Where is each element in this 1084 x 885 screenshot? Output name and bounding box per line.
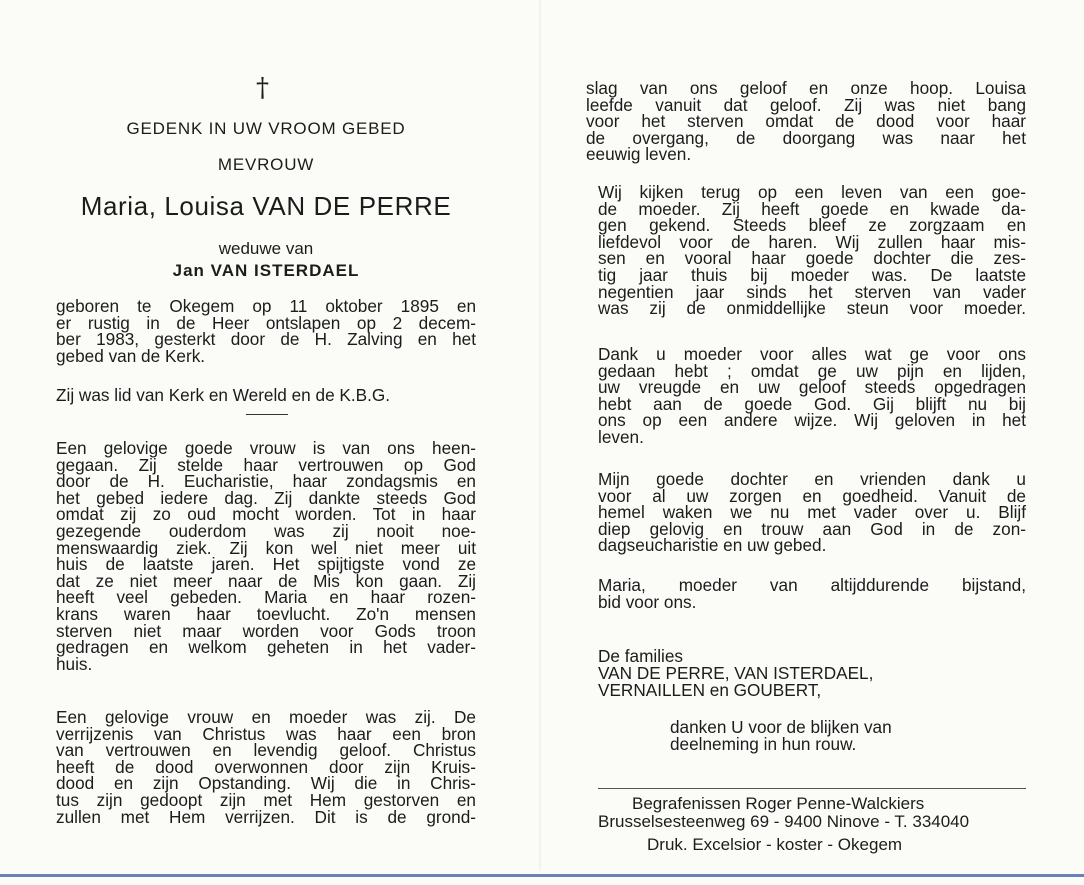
birth-death-paragraph xyxy=(56,298,476,364)
text-line: verrijzenis van Christus was haar een bron xyxy=(56,723,476,744)
left-paragraph-1 xyxy=(56,440,476,672)
thanks-line: deelneming in hun rouw. xyxy=(670,734,857,754)
cross-icon: † xyxy=(256,73,269,103)
text-line: ber 1983, gesterkt door de H. Zalving en het xyxy=(56,329,476,350)
text-line: voor al uw zorgen en goedheid. Vanuit de xyxy=(598,485,1026,506)
right-paragraph-4 xyxy=(598,471,1026,554)
text-line: zullen met Hem verrijzen. Dit is de grond- xyxy=(56,806,476,827)
prayer-paragraph xyxy=(598,577,1026,610)
text-line: hemel waken we nu met vader over u. Blijf xyxy=(598,502,1026,523)
text-line: gen gekend. Steeds bleef ze zorgzaam en xyxy=(598,215,1026,236)
text-line: sterven niet maar worden voor Gods troon xyxy=(56,620,476,641)
text-line: uw vreugde en uw geloof steeds opgedragen xyxy=(598,377,1026,398)
text-line: Dank u moeder voor alles wat ge voor ons xyxy=(598,344,1026,364)
text-line: Maria, moeder van altijddurende bijstand, xyxy=(598,575,1026,595)
text-line: huis. xyxy=(56,653,93,674)
text-line: gegaan. Zij stelde haar vertrouwen op God xyxy=(56,454,476,475)
text-line: huis de laatste jaren. Het spijtigste vond ze xyxy=(56,554,476,575)
text-line: menswaardig ziek. Zij kon wel niet meer uit xyxy=(56,537,476,558)
text-line: leefde vanuit dat geloof. Zij was niet bang xyxy=(586,94,1026,115)
text-line: was zij de onmiddellijke steun voor moeder. xyxy=(598,298,1026,319)
text-line: eeuwig leven. xyxy=(586,144,692,165)
text-line: er rustig in de Heer ontslapen op 2 decem- xyxy=(56,312,476,333)
text-line: dood en zijn Opstanding. Wij die in Chris- xyxy=(56,773,476,794)
bottom-edge-line xyxy=(0,874,1084,877)
printer-credit: Druk. Excelsior - koster - Okegem xyxy=(647,835,903,854)
text-line: gebed van de Kerk. xyxy=(56,345,206,366)
text-line: gedragen en welkom geheten in het vader- xyxy=(56,637,476,658)
fold-shadow xyxy=(539,0,542,871)
text-line: heeft de dood overwonnen door zijn Kruis- xyxy=(56,756,476,777)
text-line: dagseucharistie en uw gebed. xyxy=(598,535,827,556)
text-line: bid voor ons. xyxy=(598,591,697,612)
families-names: VERNAILLEN en GOUBERT, xyxy=(598,680,822,700)
text-line: hebt aan de goede God. Gij blijft nu bij xyxy=(598,393,1026,414)
text-line: Een gelovige vrouw en moeder was zij. De xyxy=(56,707,476,727)
text-line: geboren te Okegem op 11 oktober 1895 en xyxy=(56,296,476,316)
text-line: de moeder. Zij heeft goede en kwade da- xyxy=(598,198,1026,219)
text-line: krans waren haar toevlucht. Zo'n mensen xyxy=(56,603,476,624)
membership-line: Zij was lid van Kerk en Wereld en de K.B.G. xyxy=(56,385,391,405)
text-line: tig jaar thuis bij moeder was. De laatste xyxy=(598,264,1026,285)
text-line: sen en vooral haar goede dochter die zes- xyxy=(598,248,1026,269)
left-paragraph-2 xyxy=(56,709,476,825)
text-line: tus zijn gedoopt zijn met Hem gestorven en xyxy=(56,789,476,810)
right-paragraph-2 xyxy=(598,184,1026,317)
printer-divider xyxy=(598,788,1026,789)
text-line: diep gelovig en trouw aan God in de zon- xyxy=(598,518,1026,539)
text-line: door de H. Eucharistie, haar zondagsmis en xyxy=(56,471,476,492)
families-names: VAN DE PERRE, VAN ISTERDAEL, xyxy=(598,663,874,683)
text-line: voor het sterven omdat de dood voor haar xyxy=(586,111,1026,132)
text-line: Mijn goede dochter en vrienden dank u xyxy=(598,469,1026,489)
text-line: leven. xyxy=(598,426,644,447)
text-line: Wij kijken terug op een leven van een goe- xyxy=(598,182,1026,202)
text-line: heeft veel gebeden. Maria en haar rozen- xyxy=(56,587,476,608)
salutation: MEVROUW xyxy=(217,155,315,174)
text-line: van vertrouwen en levendig geloof. Christus xyxy=(56,740,476,761)
remembrance-heading: GEDENK IN UW VROOM GEBED xyxy=(126,119,406,138)
widow-of-label: weduwe van xyxy=(218,239,314,258)
deceased-name: Maria, Louisa VAN DE PERRE xyxy=(80,191,452,221)
text-line: het gebed iedere dag. Zij dankte steeds God xyxy=(56,487,476,508)
text-line: Een gelovige goede vrouw is van ons heen- xyxy=(56,438,476,458)
funeral-home: Begrafenissen Roger Penne-Walckiers xyxy=(632,794,925,813)
text-line: slag van ons geloof en onze hoop. Louisa xyxy=(586,78,1026,98)
section-divider xyxy=(246,414,288,415)
text-line: gezegende ouderdom was zij nooit noe- xyxy=(56,520,476,541)
text-line: de overgang, de doorgang was naar het xyxy=(586,127,1026,148)
text-line: gedaan hebt ; omdat ge uw pijn en lijden, xyxy=(598,360,1026,381)
husband-name: Jan VAN ISTERDAEL xyxy=(172,261,360,280)
funeral-home-address: Brusselsesteenweg 69 - 9400 Ninove - T. 334040 xyxy=(598,812,970,831)
families-label: De families xyxy=(598,646,684,666)
thanks-line: danken U voor de blijken van xyxy=(670,717,892,737)
text-line: omdat zij zo oud mocht worden. Tot in haar xyxy=(56,504,476,525)
right-paragraph-3 xyxy=(598,346,1026,446)
text-line: negentien jaar sinds het sterven van vader xyxy=(598,281,1026,302)
text-line: liefdevol voor de haren. Wij zullen haar mis- xyxy=(598,231,1026,252)
text-line: dat ze niet meer naar de Mis kon gaan. Zij xyxy=(56,570,476,591)
text-line: ons op een andere wijze. Wij geloven in het xyxy=(598,410,1026,431)
right-paragraph-1 xyxy=(586,80,1026,163)
